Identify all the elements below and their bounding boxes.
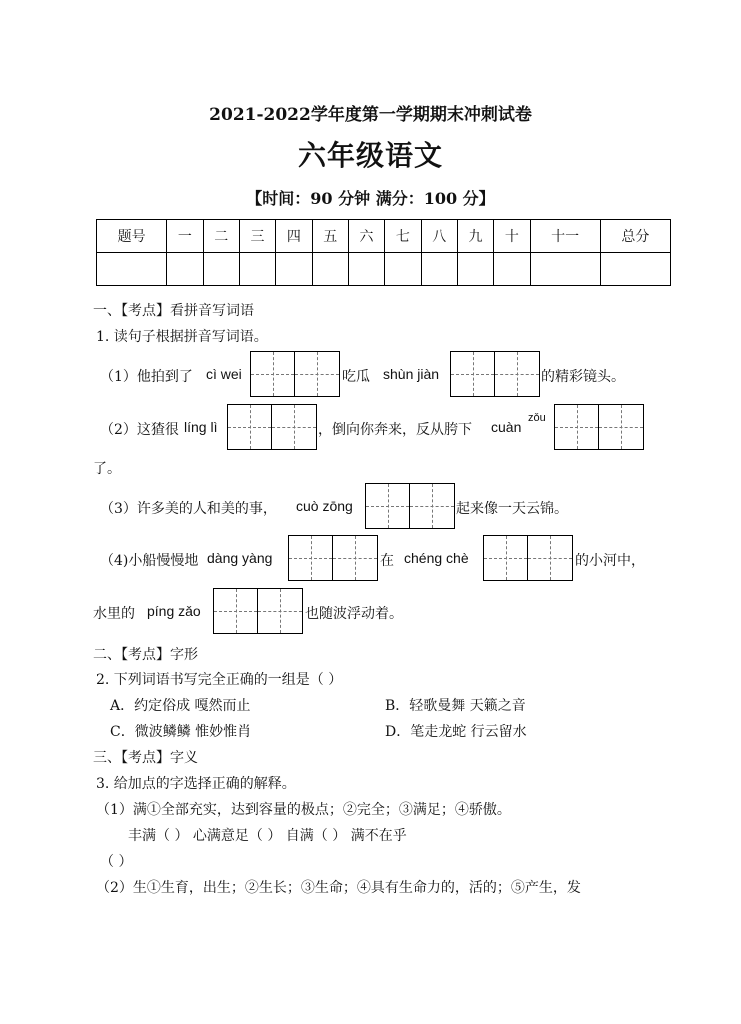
score-header-cell: 六: [348, 220, 384, 253]
score-entry-cell[interactable]: [494, 253, 530, 286]
s2-answer-box-2[interactable]: [554, 404, 644, 450]
s4-answer-box-2[interactable]: [483, 535, 573, 581]
score-entry-cell[interactable]: [167, 253, 203, 286]
s4-pinyin-2: chéng chè: [404, 550, 469, 566]
score-table: [96, 219, 671, 286]
s3-text-a: （3）许多美的人和美的事，: [100, 501, 277, 517]
score-header-cell: 题号: [97, 220, 167, 253]
score-header-cell: 十: [494, 220, 530, 253]
question3-text: 3. 给加点的字选择正确的解释。: [96, 776, 296, 792]
s3-answer-box-1[interactable]: [365, 483, 455, 529]
q3-part2-definitions: （2）生①生育，出生；②生长；③生命；④具有生命力的，活的；⑤产生，发: [96, 880, 581, 896]
s4-text-d: 水里的: [93, 606, 135, 622]
s4-answer-box-3[interactable]: [213, 588, 303, 634]
q3-part1-tail: （ ）: [100, 854, 133, 870]
score-header-cell: 四: [276, 220, 312, 253]
question1-text: 1. 读句子根据拼音写词语。: [96, 329, 268, 345]
s4-text-a: （4)小船慢慢地: [100, 553, 199, 569]
score-header-cell: 五: [312, 220, 348, 253]
s2-pinyin-1: líng lì: [184, 419, 218, 435]
score-header-cell: 总分: [600, 220, 670, 253]
option-a[interactable]: A．约定俗成 嘎然而止: [110, 698, 251, 714]
score-entry-cell[interactable]: [530, 253, 600, 286]
section2-heading: 二、【考点】字形: [93, 647, 198, 663]
score-table-header-row: [97, 220, 671, 253]
score-entry-cell[interactable]: [203, 253, 239, 286]
s1-pinyin-2: shùn jiàn: [383, 366, 440, 382]
option-d[interactable]: D．笔走龙蛇 行云留水: [385, 724, 527, 740]
score-header-cell: 七: [385, 220, 421, 253]
s4-text-e: 也随波浮动着。: [305, 606, 403, 622]
s1-answer-box-2[interactable]: [450, 351, 540, 397]
s2-text-c: 了。: [93, 461, 121, 477]
option-c[interactable]: C．微波鳞鳞 惟妙惟肖: [110, 724, 252, 740]
exam-title: 2021-2022学年度第一学期期末冲刺试卷: [209, 105, 532, 125]
s1-text-c: 的精彩镜头。: [541, 369, 625, 385]
score-entry-cell[interactable]: [348, 253, 384, 286]
score-header-cell: 八: [421, 220, 457, 253]
s1-answer-box-1[interactable]: [250, 351, 340, 397]
s2-pinyin-2: cuàn: [491, 419, 522, 435]
s1-text-a: （1）他拍到了: [100, 369, 193, 385]
score-entry-cell[interactable]: [385, 253, 421, 286]
section3-heading: 三、【考点】字义: [93, 750, 198, 766]
score-entry-cell[interactable]: [421, 253, 457, 286]
score-header-cell: 一: [167, 220, 203, 253]
score-entry-cell[interactable]: [276, 253, 312, 286]
question2-text: 2. 下列词语书写完全正确的一组是（ ）: [96, 672, 343, 688]
s1-pinyin-1: cì wei: [206, 366, 242, 382]
s3-pinyin-1: cuò zōng: [296, 498, 353, 514]
q3-part1-definitions: （1）满①全部充实，达到容量的极点；②完全；③满足；④骄傲。: [96, 802, 511, 818]
s4-pinyin-3: píng zǎo: [147, 603, 201, 619]
score-header-cell: 九: [457, 220, 493, 253]
option-b[interactable]: B．轻歌曼舞 天籁之音: [385, 698, 526, 714]
s1-text-b: 吃瓜: [342, 369, 370, 385]
score-header-cell: 二: [203, 220, 239, 253]
score-entry-cell[interactable]: [312, 253, 348, 286]
s3-text-b: 起来像一天云锦。: [456, 501, 568, 517]
score-entry-cell[interactable]: [600, 253, 670, 286]
s2-text-a: （2）这猹很: [100, 422, 179, 438]
score-table-entry-row: [97, 253, 671, 286]
q3-part1-items: 丰满（ ） 心满意足（ ） 自满（ ） 满不在乎: [128, 828, 407, 844]
s2-text-b: ，倒向你奔来，反从胯下: [318, 422, 472, 438]
section1-heading: 一、【考点】看拼音写词语: [93, 303, 254, 319]
time-score-info: 【时间：90 分钟 满分：100 分】: [246, 189, 495, 208]
score-header-cell: 十一: [530, 220, 600, 253]
score-entry-cell[interactable]: [457, 253, 493, 286]
s2-pinyin-2-sup: zǒu: [528, 412, 546, 424]
s4-text-b: 在: [380, 553, 394, 569]
s2-answer-box-1[interactable]: [227, 404, 317, 450]
s4-pinyin-1: dàng yàng: [207, 550, 273, 566]
s4-answer-box-1[interactable]: [288, 535, 378, 581]
subject-title: 六年级语文: [297, 139, 443, 172]
score-entry-cell[interactable]: [239, 253, 275, 286]
s4-text-c: 的小河中，: [575, 553, 645, 569]
score-entry-cell[interactable]: [97, 253, 167, 286]
score-header-cell: 三: [239, 220, 275, 253]
